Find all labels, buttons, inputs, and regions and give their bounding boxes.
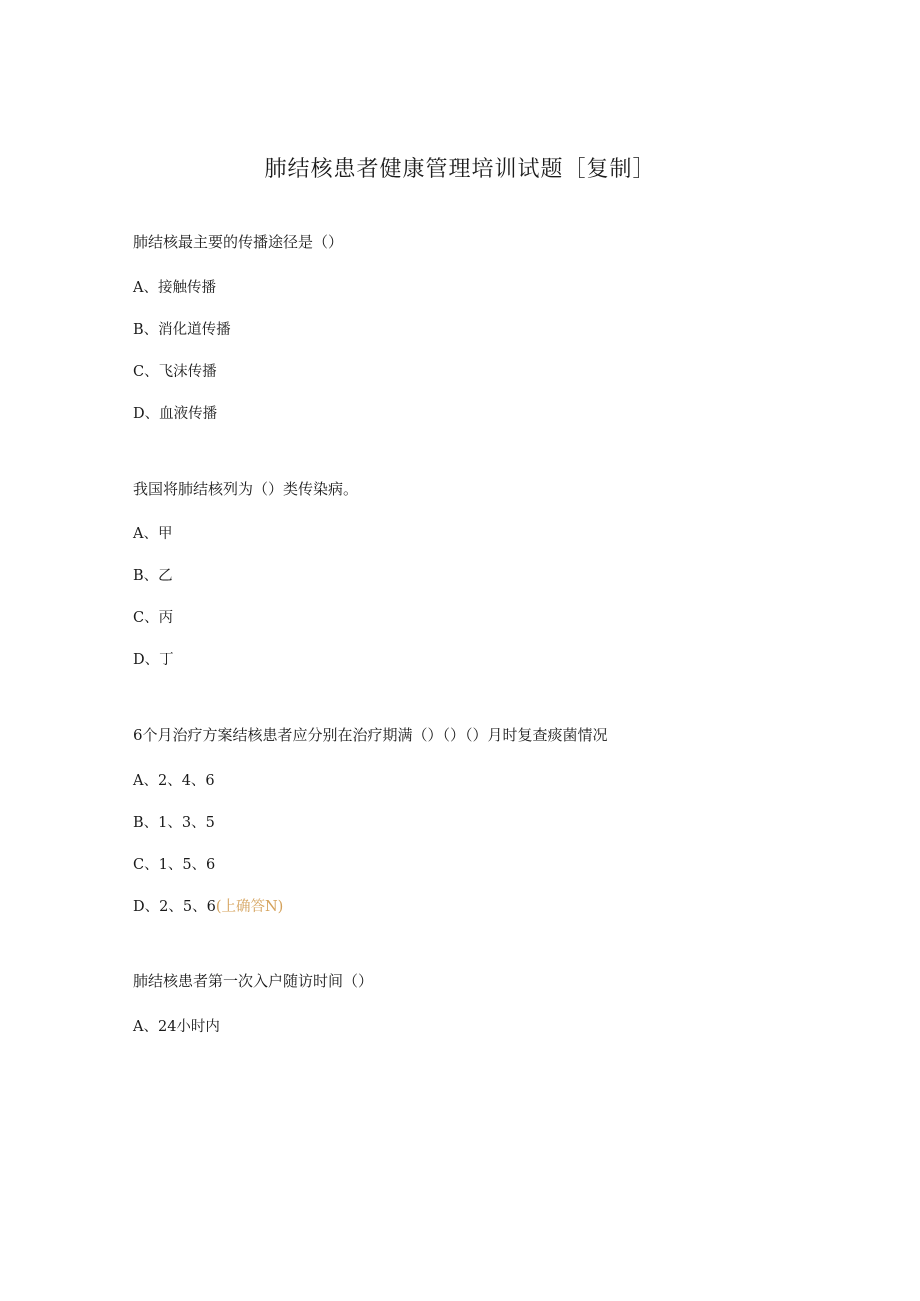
question-1-option-a: A、接触传播 [133, 280, 216, 296]
question-4-option-a: A、24小时内 [133, 1019, 220, 1035]
question-1-option-b: B、消化道传播 [133, 322, 231, 338]
question-2-text: 我国将肺结核列为（）类传染病。 [133, 480, 359, 498]
question-2-option-c: C、丙 [133, 610, 174, 626]
correct-answer-hint: (上确答N) [215, 899, 284, 915]
question-3-option-a: A、2、4、6 [133, 773, 215, 789]
question-3-option-c: C、1、5、6 [133, 857, 216, 873]
question-2-option-d: D、丁 [133, 652, 174, 668]
question-3-option-b: B、1、3、5 [133, 815, 215, 831]
question-2-option-a: A、甲 [133, 526, 173, 542]
question-1-option-d: D、血液传播 [133, 406, 218, 422]
question-3-option-d: D、2、5、6 [133, 899, 216, 915]
question-3-option-d-row [133, 895, 283, 919]
question-4-text: 肺结核患者第一次入户随访时间（） [133, 972, 374, 990]
question-3-text: 6个月治疗方案结核患者应分别在治疗期满（）（）（）月时复查痰菌情况 [133, 726, 608, 744]
document-title: 肺结核患者健康管理培训试题［复制］ [264, 157, 656, 182]
question-2-option-b: B、乙 [133, 568, 173, 584]
question-1-option-c: C、飞沫传播 [133, 364, 217, 380]
question-1-text: 肺结核最主要的传播途径是（） [133, 233, 344, 251]
